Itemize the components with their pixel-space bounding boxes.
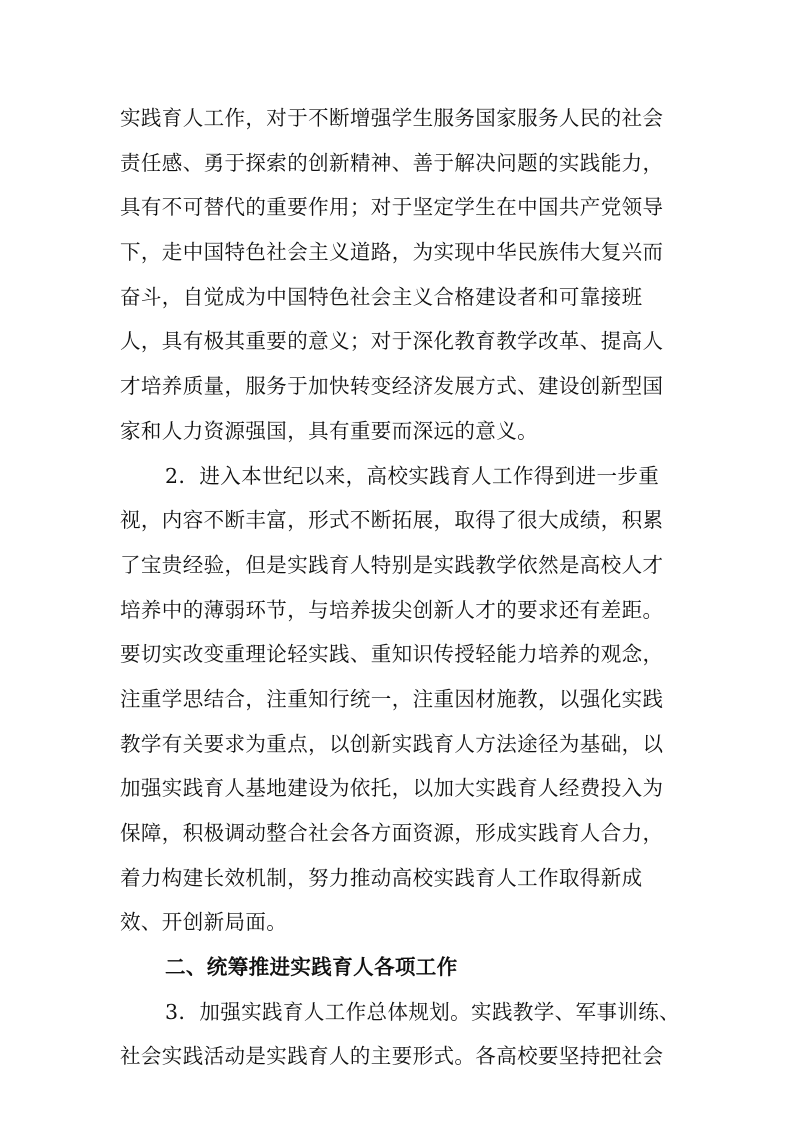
text-line: 加强实践育人基地建设为依托，以加大实践育人经费投入为 [120, 776, 664, 801]
section-heading: 二、统筹推进实践育人各项工作 [165, 955, 458, 980]
text-line: 了宝贵经验，但是实践育人特别是实践教学依然是高校人才 [120, 552, 664, 577]
text-line: 2．进入本世纪以来，高校实践育人工作得到进一步重 [165, 463, 660, 488]
text-line: 下，走中国特色社会主义道路，为实现中华民族伟大复兴而 [120, 240, 664, 265]
paragraph-1 [120, 96, 676, 454]
text-line: 奋斗，自觉成为中国特色社会主义合格建设者和可靠接班 [120, 284, 643, 309]
text-line: 效、开创新局面。 [120, 910, 288, 935]
text-line: 3．加强实践育人工作总体规划。实践教学、军事训练、 [165, 999, 681, 1024]
text-line: 家和人力资源强国，具有重要而深远的意义。 [120, 418, 538, 443]
text-line: 要切实改变重理论轻实践、重知识传授轻能力培养的观念， [120, 642, 664, 667]
text-line: 责任感、勇于探索的创新精神、善于解决问题的实践能力， [120, 150, 664, 175]
text-line: 人，具有极其重要的意义；对于深化教育教学改革、提高人 [120, 329, 664, 354]
paragraph-2 [120, 454, 676, 946]
paragraph-3 [120, 990, 681, 1079]
text-line: 教学有关要求为重点，以创新实践育人方法途径为基础，以 [120, 731, 664, 756]
text-line: 具有不可替代的重要作用；对于坚定学生在中国共产党领导 [120, 195, 664, 220]
text-line: 着力构建长效机制，努力推动高校实践育人工作取得新成 [120, 865, 643, 890]
text-line: 注重学思结合，注重知行统一，注重因材施教，以强化实践 [120, 686, 664, 711]
text-line: 才培养质量，服务于加快转变经济发展方式、建设创新型国 [120, 374, 664, 399]
text-line: 社会实践活动是实践育人的主要形式。各高校要坚持把社会 [120, 1044, 664, 1069]
text-line: 保障，积极调动整合社会各方面资源，形成实践育人合力， [120, 821, 664, 845]
text-line: 视，内容不断丰富，形式不断拓展，取得了很大成绩，积累 [120, 508, 664, 533]
document-body [120, 96, 681, 1079]
text-line: 培养中的薄弱环节，与培养拔尖创新人才的要求还有差距。 [120, 597, 664, 622]
text-line: 实践育人工作，对于不断增强学生服务国家服务人民的社会 [120, 106, 664, 130]
